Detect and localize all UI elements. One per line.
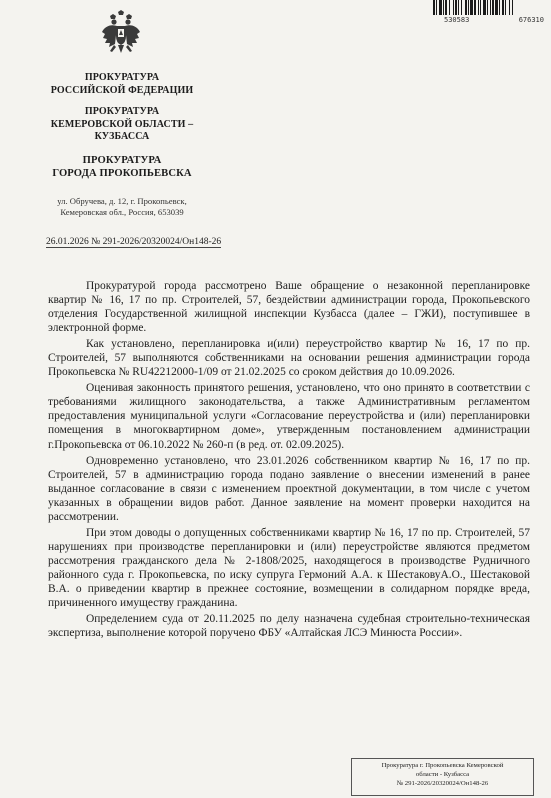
paragraph-1: Прокуратурой города рассмотрено Ваше обращение о незаконной перепланировке квартир № 16, 17 по пр. Строителей, 57, бездействии администрации города, Прокопьевского отделения Государственной жилищной инспекции Кузбасса (далее – ГЖИ), поступившее в электронной форме. [48,280,530,335]
barcode-left-number: 530583 [444,16,470,24]
org3-line2: ГОРОДА ПРОКОПЬЕВСКА [52,167,192,179]
org3-line1: ПРОКУРАТУРА [82,155,162,166]
org-rf-prosecutor-heading [18,72,226,97]
paragraph-3: Оценивая законность принятого решения, установлено, что оно принято в соответствии с требованиями жилищного законодательства, а также Административным регламентом предоставления муниципальной услуги «Согласование переустройства и (или) перепланировки помещения в многоквартирном доме», утвержденным постановлением администрации г.Прокопьевска от 06.10.2022 № 260-п (в ред. от. 02.09.2025). [48,382,530,451]
paragraph-6: Определением суда от 20.11.2025 по делу назначена судебная строительно-техническая экспертиза, выполнение которой поручено ФБУ «Алтайская ЛСЭ Минюста России». [48,613,530,640]
stamp-line2: области - Кузбасса [415,771,470,778]
stamp-line3: № 291-2026/20320024/Он148-26 [396,780,489,787]
org-city-prosecutor-heading [18,155,226,180]
org2-line2: КЕМЕРОВСКОЙ ОБЛАСТИ – [50,118,194,130]
org2-line3: КУЗБАССА [94,131,150,142]
registration-stamp [351,758,534,796]
org2-line1: ПРОКУРАТУРА [84,106,160,117]
barcode-right-number: 676310 [518,16,544,24]
address-line1: ул. Обручева, д. 12, г. Прокопьевск, [57,196,187,206]
office-address [18,196,226,218]
stamp-line1: Прокуратура г. Прокопьевска Кемеровской [381,762,504,769]
letter-body [48,279,530,640]
paragraph-2: Как установлено, перепланировка и(или) переустройство квартир № 16, 17 по пр. Строителей, 57 выполняются собственниками на основании решения администрации города Прокопьевска № RU42212000-1/09 от 21.02.2025 со сроком действия до 10.09.2026. [48,338,530,379]
paragraph-5: При этом доводы о допущенных собственниками квартир № 16, 17 по пр. Строителей, 57 нарушениях при производстве перепланировки и (или) переустройстве являются предметом рассмотрения гражданского дела № 2-1808/2025, находящегося в производстве Рудничного районного суда г. Прокопьевска, по иску супруга Гермоний А.А. к ШестаковуА.О., Шестаковой В.А. о приведении квартир в прежнее состояние, возмещении в солидарном порядке вреда, причиненного имуществу гражданина. [48,526,530,610]
barcode-numbers [444,16,544,24]
registration-number: 26.01.2026 № 291-2026/20320024/Он148-26 [46,237,222,247]
org-regional-prosecutor-heading [18,106,226,144]
registration-number-line [46,237,221,247]
address-line2: Кемеровская обл., Россия, 653039 [60,207,184,217]
org1-line2: РОССИЙСКОЙ ФЕДЕРАЦИИ [50,84,194,96]
paragraph-4: Одновременно установлено, что 23.01.2026 собственником квартир № 16, 17 по пр. Строителей, 57 в администрацию города подано заявление о внесении изменений в ранее выданное согласование в связи с изменением проектной документации, в том числе с учетом указанных в обращении видов работ. Данное заявление на момент проверки находится на рассмотрении. [48,454,530,523]
org1-line1: ПРОКУРАТУРА [84,72,160,83]
double-headed-eagle-emblem-icon [101,10,141,60]
